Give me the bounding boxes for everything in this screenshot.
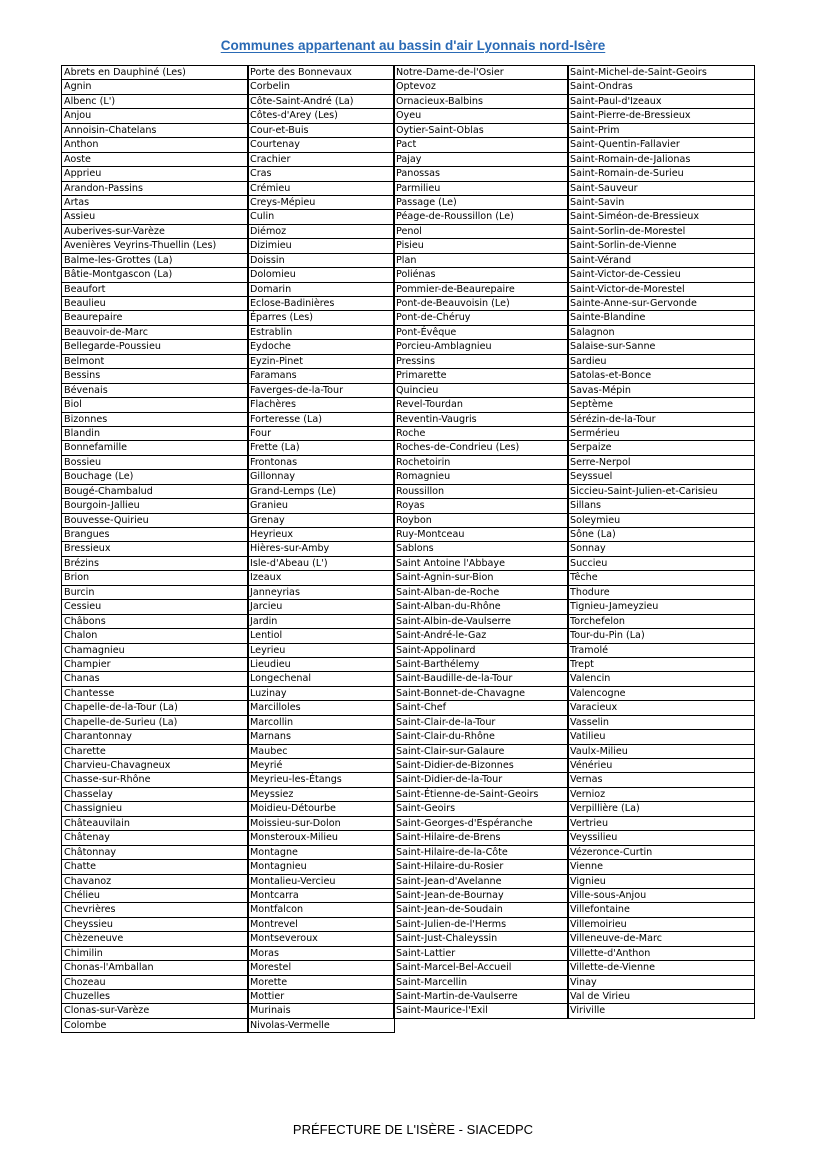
table-cell: Maubec xyxy=(247,744,395,759)
table-cell: Saint-Lattier xyxy=(393,946,569,961)
table-cell: Marnans xyxy=(247,729,395,744)
table-cell: Tour-du-Pin (La) xyxy=(567,628,755,643)
table-cell: Reventin-Vaugris xyxy=(393,412,569,427)
table-cell: Sermérieu xyxy=(567,426,755,441)
table-cell: Poliénas xyxy=(393,267,569,282)
table-cell: Morette xyxy=(247,975,395,990)
table-cell: Chonas-l'Amballan xyxy=(61,960,249,975)
table-cell: Meyrieu-les-Étangs xyxy=(247,772,395,787)
table-cell: Longechenal xyxy=(247,671,395,686)
table-cell: Vinay xyxy=(567,975,755,990)
table-cell: Tignieu-Jameyzieu xyxy=(567,599,755,614)
table-cell: Jarcieu xyxy=(247,599,395,614)
table-cell: Roybon xyxy=(393,513,569,528)
table-cell: Chantesse xyxy=(61,686,249,701)
table-cell: Eclose-Badinières xyxy=(247,296,395,311)
table-cell: Saint-Savin xyxy=(567,195,755,210)
table-cell: Moissieu-sur-Dolon xyxy=(247,816,395,831)
table-cell: Culin xyxy=(247,209,395,224)
table-cell: Beaurepaire xyxy=(61,310,249,325)
table-cell: Saint-Georges-d'Espéranche xyxy=(393,816,569,831)
table-cell: Agnin xyxy=(61,79,249,94)
table-cell: Grenay xyxy=(247,513,395,528)
table-cell: Brion xyxy=(61,570,249,585)
table-cell: Marcollin xyxy=(247,715,395,730)
table-cell: Apprieu xyxy=(61,166,249,181)
table-cell: Chatte xyxy=(61,859,249,874)
table-cell: Burcin xyxy=(61,585,249,600)
table-column xyxy=(568,65,755,1019)
table-cell: Frette (La) xyxy=(247,440,395,455)
table-cell: Passage (Le) xyxy=(393,195,569,210)
table-cell: Vatilieu xyxy=(567,729,755,744)
table-cell: Roche xyxy=(393,426,569,441)
table-cell: Rochetoirin xyxy=(393,455,569,470)
table-cell: Saint-Romain-de-Jalionas xyxy=(567,152,755,167)
table-cell: Jardin xyxy=(247,614,395,629)
table-cell: Abrets en Dauphiné (Les) xyxy=(61,65,249,80)
table-cell: Saint-Pierre-de-Bressieux xyxy=(567,108,755,123)
table-cell: Sainte-Blandine xyxy=(567,310,755,325)
table-cell: Saint-Ondras xyxy=(567,79,755,94)
table-cell: Mottier xyxy=(247,989,395,1004)
table-cell: Murinais xyxy=(247,1003,395,1018)
table-cell: Saint-Didier-de-Bizonnes xyxy=(393,758,569,773)
table-cell: Tramolé xyxy=(567,643,755,658)
table-cell: Doissin xyxy=(247,253,395,268)
page-footer: PRÉFECTURE DE L'ISÈRE - SIACEDPC xyxy=(292,1122,534,1137)
table-cell: Heyrieux xyxy=(247,527,395,542)
table-cell: Saint-Sorlin-de-Morestel xyxy=(567,224,755,239)
table-cell: Chozeau xyxy=(61,975,249,990)
table-cell: Bressieux xyxy=(61,541,249,556)
table-cell: Bouvesse-Quirieu xyxy=(61,513,249,528)
table-cell: Meyssiez xyxy=(247,787,395,802)
table-cell: Saint-Agnin-sur-Bion xyxy=(393,570,569,585)
table-cell: Plan xyxy=(393,253,569,268)
table-cell: Montcarra xyxy=(247,888,395,903)
table-cell: Chélieu xyxy=(61,888,249,903)
table-cell: Vaulx-Milieu xyxy=(567,744,755,759)
table-cell: Romagnieu xyxy=(393,469,569,484)
table-cell: Chapelle-de-Surieu (La) xyxy=(61,715,249,730)
table-cell: Saint-Prim xyxy=(567,123,755,138)
table-cell: Charette xyxy=(61,744,249,759)
table-cell: Villemoirieu xyxy=(567,917,755,932)
table-cell: Sône (La) xyxy=(567,527,755,542)
table-cell: Charantonnay xyxy=(61,729,249,744)
table-cell: Forteresse (La) xyxy=(247,412,395,427)
table-cell: Arandon-Passins xyxy=(61,181,249,196)
table-cell: Éparres (Les) xyxy=(247,310,395,325)
table-cell: Siccieu-Saint-Julien-et-Carisieu xyxy=(567,484,755,499)
table-cell: Saint-Sauveur xyxy=(567,181,755,196)
table-cell: Vienne xyxy=(567,859,755,874)
table-cell: Brangues xyxy=(61,527,249,542)
table-cell: Moidieu-Détourbe xyxy=(247,801,395,816)
table-cell: Estrablin xyxy=(247,325,395,340)
table-cell: Diémoz xyxy=(247,224,395,239)
table-cell: Succieu xyxy=(567,556,755,571)
table-cell: Belmont xyxy=(61,354,249,369)
table-cell: Annoisin-Chatelans xyxy=(61,123,249,138)
table-cell: Veyssilieu xyxy=(567,830,755,845)
table-cell: Meyrié xyxy=(247,758,395,773)
table-cell: Balme-les-Grottes (La) xyxy=(61,253,249,268)
table-cell: Saint Antoine l'Abbaye xyxy=(393,556,569,571)
table-cell: Saint-Hilaire-de-Brens xyxy=(393,830,569,845)
table-cell: Dolomieu xyxy=(247,267,395,282)
table-cell: Salaise-sur-Sanne xyxy=(567,339,755,354)
table-cell: Saint-Appolinard xyxy=(393,643,569,658)
table-cell: Satolas-et-Bonce xyxy=(567,368,755,383)
table-cell: Lentiol xyxy=(247,628,395,643)
table-cell: Saint-André-le-Gaz xyxy=(393,628,569,643)
table-cell: Sillans xyxy=(567,498,755,513)
table-cell: Granieu xyxy=(247,498,395,513)
table-cell: Chimilin xyxy=(61,946,249,961)
table-cell: Saint-Maurice-l'Exil xyxy=(393,1003,569,1018)
table-cell: Péage-de-Roussillon (Le) xyxy=(393,209,569,224)
table-cell: Ruy-Montceau xyxy=(393,527,569,542)
table-cell: Champier xyxy=(61,657,249,672)
table-cell: Bouchage (Le) xyxy=(61,469,249,484)
table-cell: Bâtie-Montgascon (La) xyxy=(61,267,249,282)
table-cell: Oyeu xyxy=(393,108,569,123)
table-cell: Chalon xyxy=(61,628,249,643)
document-title: Communes appartenant au bassin d'air Lyonnais nord-Isère xyxy=(220,38,606,53)
table-cell: Brézins xyxy=(61,556,249,571)
table-cell: Anthon xyxy=(61,137,249,152)
table-cell: Pont-de-Chéruy xyxy=(393,310,569,325)
table-cell: Chavanoz xyxy=(61,874,249,889)
table-cell: Saint-Albin-de-Vaulserre xyxy=(393,614,569,629)
table-cell: Pajay xyxy=(393,152,569,167)
table-cell: Têche xyxy=(567,570,755,585)
table-cell: Sablons xyxy=(393,541,569,556)
table-cell: Quincieu xyxy=(393,383,569,398)
table-cell: Montagnieu xyxy=(247,859,395,874)
table-cell: Vertrieu xyxy=(567,816,755,831)
table-cell: Porcieu-Amblagnieu xyxy=(393,339,569,354)
table-cell: Charvieu-Chavagneux xyxy=(61,758,249,773)
table-cell: Nivolas-Vermelle xyxy=(247,1018,395,1033)
table-column xyxy=(62,65,249,1033)
table-cell: Luzinay xyxy=(247,686,395,701)
table-cell: Faramans xyxy=(247,368,395,383)
table-cell: Gillonnay xyxy=(247,469,395,484)
table-cell: Lieudieu xyxy=(247,657,395,672)
table-cell: Notre-Dame-de-l'Osier xyxy=(393,65,569,80)
table-cell: Saint-Alban-de-Roche xyxy=(393,585,569,600)
table-cell: Chapelle-de-la-Tour (La) xyxy=(61,700,249,715)
table-cell: Bessins xyxy=(61,368,249,383)
table-cell: Saint-Baudille-de-la-Tour xyxy=(393,671,569,686)
table-cell: Anjou xyxy=(61,108,249,123)
table-cell: Cheyssieu xyxy=(61,917,249,932)
table-cell: Assieu xyxy=(61,209,249,224)
table-cell: Saint-Martin-de-Vaulserre xyxy=(393,989,569,1004)
table-cell: Crachier xyxy=(247,152,395,167)
table-cell: Montfalcon xyxy=(247,902,395,917)
table-cell: Serre-Nerpol xyxy=(567,455,755,470)
table-cell: Septème xyxy=(567,397,755,412)
table-cell: Saint-Victor-de-Morestel xyxy=(567,282,755,297)
table-cell: Bellegarde-Poussieu xyxy=(61,339,249,354)
table-cell: Bizonnes xyxy=(61,412,249,427)
table-cell: Montagne xyxy=(247,845,395,860)
table-cell: Sardieu xyxy=(567,354,755,369)
table-cell: Vernioz xyxy=(567,787,755,802)
table-cell: Salagnon xyxy=(567,325,755,340)
table-cell: Vignieu xyxy=(567,874,755,889)
table-cell: Villefontaine xyxy=(567,902,755,917)
table-cell: Izeaux xyxy=(247,570,395,585)
table-cell: Auberives-sur-Varèze xyxy=(61,224,249,239)
table-cell: Roussillon xyxy=(393,484,569,499)
table-cell: Ornacieux-Balbins xyxy=(393,94,569,109)
table-cell: Saint-Michel-de-Saint-Geoirs xyxy=(567,65,755,80)
table-cell: Châtonnay xyxy=(61,845,249,860)
table-cell: Pisieu xyxy=(393,238,569,253)
table-cell: Janneyrias xyxy=(247,585,395,600)
table-cell: Montseveroux xyxy=(247,931,395,946)
table-cell: Châbons xyxy=(61,614,249,629)
table-cell: Bougé-Chambalud xyxy=(61,484,249,499)
table-cell: Sérézin-de-la-Tour xyxy=(567,412,755,427)
table-cell: Aoste xyxy=(61,152,249,167)
table-cell: Varacieux xyxy=(567,700,755,715)
table-cell: Oytier-Saint-Oblas xyxy=(393,123,569,138)
table-cell: Chuzelles xyxy=(61,989,249,1004)
table-cell: Saint-Hilaire-du-Rosier xyxy=(393,859,569,874)
table-column xyxy=(248,65,395,1033)
table-cell: Saint-Alban-du-Rhône xyxy=(393,599,569,614)
table-cell: Sainte-Anne-sur-Gervonde xyxy=(567,296,755,311)
table-cell: Chanas xyxy=(61,671,249,686)
table-cell: Saint-Barthélemy xyxy=(393,657,569,672)
table-cell: Penol xyxy=(393,224,569,239)
table-cell: Primarette xyxy=(393,368,569,383)
table-cell: Montalieu-Vercieu xyxy=(247,874,395,889)
table-cell: Saint-Marcellin xyxy=(393,975,569,990)
table-cell: Hières-sur-Amby xyxy=(247,541,395,556)
table-cell: Cour-et-Buis xyxy=(247,123,395,138)
table-cell: Pact xyxy=(393,137,569,152)
table-cell: Biol xyxy=(61,397,249,412)
table-cell: Saint-Quentin-Fallavier xyxy=(567,137,755,152)
table-cell: Faverges-de-la-Tour xyxy=(247,383,395,398)
table-cell: Saint-Bonnet-de-Chavagne xyxy=(393,686,569,701)
table-cell: Pommier-de-Beaurepaire xyxy=(393,282,569,297)
table-cell: Côtes-d'Arey (Les) xyxy=(247,108,395,123)
table-cell: Thodure xyxy=(567,585,755,600)
table-column xyxy=(394,65,569,1019)
table-cell: Chasse-sur-Rhône xyxy=(61,772,249,787)
table-cell: Villette-de-Vienne xyxy=(567,960,755,975)
table-cell: Colombe xyxy=(61,1018,249,1033)
table-cell: Monsteroux-Milieu xyxy=(247,830,395,845)
table-cell: Chasselay xyxy=(61,787,249,802)
table-cell: Porte des Bonnevaux xyxy=(247,65,395,80)
table-cell: Trept xyxy=(567,657,755,672)
table-cell: Vernas xyxy=(567,772,755,787)
table-cell: Verpillière (La) xyxy=(567,801,755,816)
table-cell: Valencin xyxy=(567,671,755,686)
table-cell: Bonnefamille xyxy=(61,440,249,455)
table-cell: Saint-Jean-de-Bournay xyxy=(393,888,569,903)
table-cell: Frontonas xyxy=(247,455,395,470)
table-cell: Pressins xyxy=(393,354,569,369)
table-cell: Pont-de-Beauvoisin (Le) xyxy=(393,296,569,311)
table-cell: Châtenay xyxy=(61,830,249,845)
table-cell: Courtenay xyxy=(247,137,395,152)
table-cell: Clonas-sur-Varèze xyxy=(61,1003,249,1018)
table-cell: Revel-Tourdan xyxy=(393,397,569,412)
table-cell: Saint-Jean-de-Soudain xyxy=(393,902,569,917)
table-cell: Vénérieu xyxy=(567,758,755,773)
table-cell: Albenc (L') xyxy=(61,94,249,109)
table-cell: Leyrieu xyxy=(247,643,395,658)
table-cell: Saint-Victor-de-Cessieu xyxy=(567,267,755,282)
table-cell: Villeneuve-de-Marc xyxy=(567,931,755,946)
table-cell: Crémieu xyxy=(247,181,395,196)
table-cell: Saint-Marcel-Bel-Accueil xyxy=(393,960,569,975)
table-cell: Marcilloles xyxy=(247,700,395,715)
table-cell: Four xyxy=(247,426,395,441)
table-cell: Saint-Just-Chaleyssin xyxy=(393,931,569,946)
table-cell: Flachères xyxy=(247,397,395,412)
table-cell: Vézeronce-Curtin xyxy=(567,845,755,860)
table-cell: Bourgoin-Jallieu xyxy=(61,498,249,513)
table-cell: Torchefelon xyxy=(567,614,755,629)
table-cell: Optevoz xyxy=(393,79,569,94)
table-cell: Serpaize xyxy=(567,440,755,455)
table-cell: Bossieu xyxy=(61,455,249,470)
table-cell: Pont-Évêque xyxy=(393,325,569,340)
table-cell: Parmilieu xyxy=(393,181,569,196)
table-cell: Vasselin xyxy=(567,715,755,730)
table-cell: Saint-Clair-sur-Galaure xyxy=(393,744,569,759)
table-cell: Châteauvilain xyxy=(61,816,249,831)
table-cell: Roches-de-Condrieu (Les) xyxy=(393,440,569,455)
table-cell: Corbelin xyxy=(247,79,395,94)
table-cell: Saint-Geoirs xyxy=(393,801,569,816)
table-cell: Saint-Clair-de-la-Tour xyxy=(393,715,569,730)
table-cell: Beaufort xyxy=(61,282,249,297)
table-cell: Blandin xyxy=(61,426,249,441)
table-cell: Viriville xyxy=(567,1003,755,1018)
table-cell: Saint-Vérand xyxy=(567,253,755,268)
table-cell: Saint-Paul-d'Izeaux xyxy=(567,94,755,109)
table-cell: Cessieu xyxy=(61,599,249,614)
table-cell: Val de Virieu xyxy=(567,989,755,1004)
table-cell: Eydoche xyxy=(247,339,395,354)
table-cell: Côte-Saint-André (La) xyxy=(247,94,395,109)
table-cell: Saint-Étienne-de-Saint-Geoirs xyxy=(393,787,569,802)
table-cell: Dizimieu xyxy=(247,238,395,253)
communes-table xyxy=(62,65,754,1099)
table-cell: Domarin xyxy=(247,282,395,297)
table-cell: Isle-d'Abeau (L') xyxy=(247,556,395,571)
table-cell: Saint-Sorlin-de-Vienne xyxy=(567,238,755,253)
table-cell: Saint-Siméon-de-Bressieux xyxy=(567,209,755,224)
table-cell: Villette-d'Anthon xyxy=(567,946,755,961)
table-cell: Saint-Julien-de-l'Herms xyxy=(393,917,569,932)
table-cell: Moras xyxy=(247,946,395,961)
table-cell: Saint-Romain-de-Surieu xyxy=(567,166,755,181)
table-cell: Chevrières xyxy=(61,902,249,917)
table-cell: Beaulieu xyxy=(61,296,249,311)
table-cell: Eyzin-Pinet xyxy=(247,354,395,369)
table-cell: Soleymieu xyxy=(567,513,755,528)
table-cell: Artas xyxy=(61,195,249,210)
table-cell: Royas xyxy=(393,498,569,513)
table-cell: Panossas xyxy=(393,166,569,181)
table-cell: Saint-Hilaire-de-la-Côte xyxy=(393,845,569,860)
table-cell: Morestel xyxy=(247,960,395,975)
table-cell: Saint-Jean-d'Avelanne xyxy=(393,874,569,889)
table-cell: Grand-Lemps (Le) xyxy=(247,484,395,499)
table-cell: Chassignieu xyxy=(61,801,249,816)
table-cell: Montrevel xyxy=(247,917,395,932)
table-cell: Bévenais xyxy=(61,383,249,398)
table-cell: Ville-sous-Anjou xyxy=(567,888,755,903)
table-cell: Chèzeneuve xyxy=(61,931,249,946)
table-cell: Saint-Clair-du-Rhône xyxy=(393,729,569,744)
table-cell: Creys-Mépieu xyxy=(247,195,395,210)
table-cell: Saint-Didier-de-la-Tour xyxy=(393,772,569,787)
table-cell: Seyssuel xyxy=(567,469,755,484)
table-cell: Beauvoir-de-Marc xyxy=(61,325,249,340)
table-cell: Avenières Veyrins-Thuellin (Les) xyxy=(61,238,249,253)
table-cell: Savas-Mépin xyxy=(567,383,755,398)
table-cell: Saint-Chef xyxy=(393,700,569,715)
table-cell: Valencogne xyxy=(567,686,755,701)
table-cell: Cras xyxy=(247,166,395,181)
table-cell: Sonnay xyxy=(567,541,755,556)
table-cell: Chamagnieu xyxy=(61,643,249,658)
